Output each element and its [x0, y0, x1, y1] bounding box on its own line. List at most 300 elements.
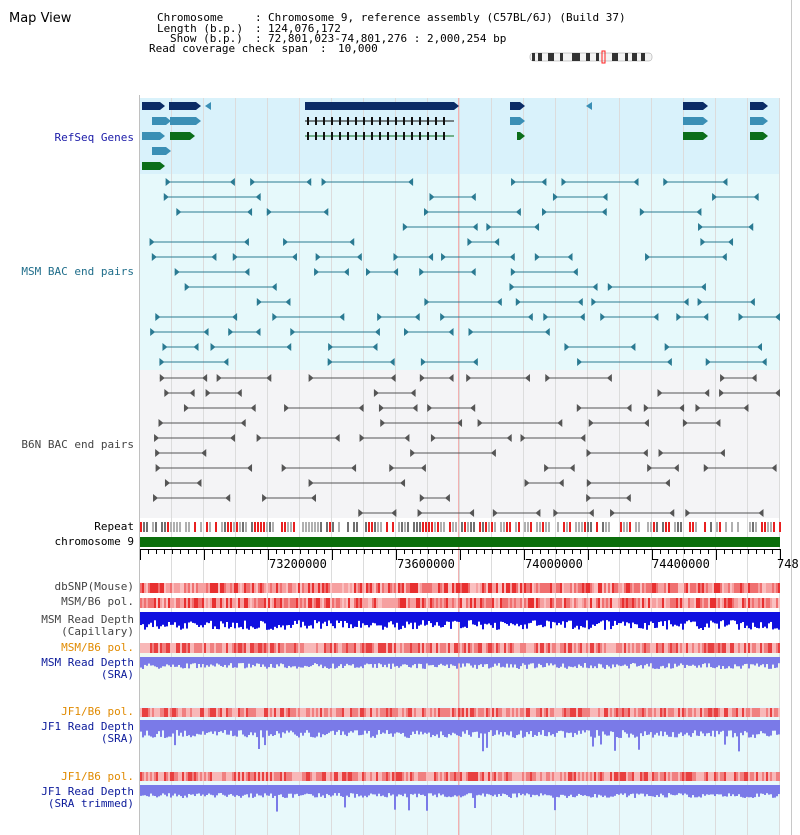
- jf1-sra-depth-bar: [356, 720, 358, 730]
- jf1-b6-pol-heat: [262, 772, 264, 781]
- msm-sra-depth-bar: [690, 657, 692, 666]
- msm-capillary-depth-bar: [766, 612, 768, 628]
- dbsnp-heat: [652, 583, 654, 593]
- track-label-b6n-bac[interactable]: B6N BAC end pairs: [21, 438, 134, 451]
- msm-sra-depth-bar: [466, 657, 468, 663]
- msm-sra-depth-bar: [484, 657, 486, 664]
- jf1-b6-pol-heat: [440, 772, 442, 781]
- msm-capillary-depth-bar: [276, 612, 278, 628]
- gene-exon: [387, 117, 389, 125]
- msm-sra-depth-bar: [216, 657, 218, 663]
- msm-sra-depth-bar: [332, 657, 334, 664]
- msm-b6-pol-heat: [366, 643, 368, 653]
- jf1-b6-pol-heat: [514, 708, 516, 717]
- jf1-trim-depth-bar: [400, 785, 402, 795]
- jf1-b6-pol-heat: [554, 708, 556, 717]
- jf1-b6-pol-heat: [408, 708, 410, 717]
- msm-b6-pol-heat: [282, 598, 284, 608]
- jf1-b6-pol-heat: [386, 772, 388, 781]
- jf1-trim-depth-bar: [774, 785, 776, 798]
- jf1-sra-depth-bar: [462, 720, 464, 732]
- msm-b6-pol-heat: [144, 643, 146, 653]
- jf1-b6-pol-heat: [200, 708, 202, 717]
- msm-b6-pol-heat: [182, 643, 184, 653]
- jf1-b6-pol-heat: [774, 708, 776, 717]
- msm-sra-depth-bar: [692, 657, 694, 665]
- jf1-b6-pol-heat: [198, 708, 200, 717]
- jf1-sra-depth-bar: [584, 720, 586, 732]
- jf1-sra-depth-bar: [260, 720, 262, 730]
- dbsnp-heat: [456, 583, 458, 593]
- jf1-b6-pol-heat: [426, 772, 428, 781]
- dbsnp-heat: [376, 583, 378, 593]
- track-label-msm-b6-pol-2[interactable]: MSM/B6 pol.: [61, 641, 134, 654]
- msm-sra-depth-bar: [762, 657, 764, 664]
- jf1-sra-depth-bar: [216, 720, 218, 735]
- jf1-b6-pol-heat: [398, 708, 400, 717]
- repeat-mark: [587, 522, 589, 532]
- msm-sra-depth-bar: [320, 657, 322, 665]
- msm-capillary-depth-bar: [498, 612, 500, 629]
- jf1-b6-pol-heat: [176, 708, 178, 717]
- jf1-sra-depth-bar: [380, 720, 382, 734]
- jf1-trim-depth-bar: [434, 785, 436, 795]
- repeat-mark: [356, 522, 358, 532]
- track-label-sra-trimmed: (SRA trimmed): [47, 797, 134, 810]
- msm-sra-depth-bar: [254, 657, 256, 666]
- jf1-b6-pol-heat: [760, 708, 762, 717]
- jf1-trim-depth-bar: [584, 785, 586, 795]
- jf1-sra-depth-bar: [152, 720, 154, 738]
- msm-sra-depth-bar: [178, 657, 180, 665]
- jf1-b6-pol-heat: [584, 708, 586, 717]
- jf1-b6-pol-heat: [700, 772, 702, 781]
- jf1-trim-depth-bar: [704, 785, 706, 796]
- jf1-trim-depth-bar: [238, 785, 240, 796]
- gene-exon: [315, 132, 317, 140]
- jf1-b6-pol-heat: [708, 708, 710, 717]
- msm-b6-pol-heat: [720, 643, 722, 653]
- msm-capillary-depth-bar: [700, 612, 702, 628]
- jf1-b6-pol-heat: [636, 708, 638, 717]
- jf1-sra-depth-bar: [684, 720, 686, 734]
- msm-b6-pol-heat: [256, 598, 258, 608]
- dbsnp-heat: [534, 583, 536, 593]
- track-label-refseq[interactable]: RefSeq Genes: [54, 131, 134, 144]
- msm-capillary-depth-bar: [714, 612, 716, 623]
- jf1-sra-depth-bar: [308, 720, 310, 733]
- msm-sra-depth-bar: [396, 657, 398, 666]
- jf1-trim-depth-bar: [654, 785, 656, 797]
- track-label-jf1-read-sra[interactable]: JF1 Read Depth: [41, 720, 134, 733]
- jf1-b6-pol-heat: [654, 708, 656, 717]
- jf1-b6-pol-heat: [212, 772, 214, 781]
- jf1-b6-pol-heat: [394, 772, 396, 781]
- dbsnp-heat: [718, 583, 720, 593]
- msm-capillary-depth-bar: [742, 612, 744, 622]
- dbsnp-heat: [512, 583, 514, 593]
- repeat-mark: [467, 522, 469, 532]
- jf1-trim-depth-bar: [140, 785, 142, 796]
- track-label-jf1-read-trimmed[interactable]: JF1 Read Depth: [41, 785, 134, 798]
- jf1-b6-pol-heat: [572, 772, 574, 781]
- jf1-b6-pol-heat: [524, 708, 526, 717]
- msm-b6-pol-heat: [422, 643, 424, 653]
- jf1-b6-pol-heat: [186, 772, 188, 781]
- msm-b6-pol-heat: [450, 643, 452, 653]
- msm-sra-depth-bar: [580, 657, 582, 666]
- repeat-mark: [431, 522, 433, 532]
- dbsnp-heat: [388, 583, 390, 593]
- gene-exon: [379, 117, 381, 125]
- msm-b6-pol-heat: [272, 643, 274, 653]
- dbsnp-heat: [248, 583, 250, 593]
- jf1-trim-depth-bar: [188, 785, 190, 794]
- jf1-b6-pol-heat: [146, 708, 148, 717]
- msm-sra-depth-bar: [476, 657, 478, 669]
- gene-block: [683, 117, 703, 125]
- jf1-b6-pol-heat: [190, 708, 192, 717]
- msm-capillary-depth-bar: [270, 612, 272, 629]
- dbsnp-heat: [360, 583, 362, 593]
- msm-sra-depth-bar: [278, 657, 280, 666]
- msm-b6-pol-heat: [778, 643, 780, 653]
- jf1-sra-depth-bar: [346, 720, 348, 736]
- gene-exon: [435, 132, 437, 140]
- msm-sra-depth-bar: [556, 657, 558, 667]
- msm-capillary-depth-bar: [636, 612, 638, 624]
- msm-b6-pol-heat: [620, 598, 622, 608]
- jf1-trim-depth-bar: [444, 785, 446, 797]
- msm-b6-pol-heat: [434, 598, 436, 608]
- dbsnp-heat: [750, 583, 752, 593]
- track-label-chromosome[interactable]: chromosome 9: [54, 535, 134, 548]
- jf1-trim-depth-bar: [334, 785, 336, 793]
- msm-b6-pol-heat: [536, 598, 538, 608]
- msm-sra-depth-bar: [710, 657, 712, 667]
- dbsnp-heat: [498, 583, 500, 593]
- jf1-trim-depth-bar: [644, 785, 646, 796]
- msm-sra-depth-bar: [658, 657, 660, 669]
- msm-b6-pol-heat: [424, 598, 426, 608]
- msm-sra-depth-bar: [170, 657, 172, 667]
- jf1-trim-depth-bar: [664, 785, 666, 797]
- jf1-sra-depth-bar: [688, 720, 690, 735]
- dbsnp-heat: [324, 583, 326, 593]
- jf1-b6-pol-heat: [152, 772, 154, 781]
- msm-b6-pol-heat: [204, 598, 206, 608]
- jf1-trim-depth-bar: [682, 785, 684, 795]
- dbsnp-heat: [624, 583, 626, 593]
- msm-b6-pol-heat: [736, 643, 738, 653]
- jf1-b6-pol-heat: [470, 708, 472, 717]
- jf1-sra-depth-bar: [276, 720, 278, 731]
- msm-sra-depth-bar: [742, 657, 744, 666]
- jf1-b6-pol-heat: [152, 708, 154, 717]
- jf1-trim-depth-bar: [312, 785, 314, 796]
- msm-capillary-depth-bar: [684, 612, 686, 624]
- jf1-b6-pol-heat: [656, 708, 658, 717]
- jf1-sra-depth-bar: [328, 720, 330, 733]
- jf1-trim-depth-bar: [496, 785, 498, 797]
- jf1-trim-depth-bar: [380, 785, 382, 796]
- msm-capillary-depth-bar: [622, 612, 624, 622]
- msm-sra-depth-bar: [258, 657, 260, 664]
- jf1-sra-depth-bar: [720, 720, 722, 732]
- jf1-b6-pol-heat: [642, 708, 644, 717]
- jf1-trim-depth-bar: [706, 785, 708, 794]
- jf1-trim-depth-bar: [242, 785, 244, 796]
- msm-b6-pol-heat: [500, 598, 502, 608]
- msm-b6-pol-heat: [610, 598, 612, 608]
- msm-b6-pol-heat: [290, 598, 292, 608]
- dbsnp-heat: [144, 583, 146, 593]
- repeat-mark: [371, 522, 373, 532]
- msm-b6-pol-heat: [166, 643, 168, 653]
- jf1-trim-depth-bar: [766, 785, 768, 793]
- jf1-b6-pol-heat: [264, 772, 266, 781]
- repeat-mark: [221, 522, 223, 532]
- jf1-sra-depth-bar: [662, 720, 664, 736]
- jf1-b6-pol-heat: [322, 708, 324, 717]
- track-label-jf1-b6-pol-1[interactable]: JF1/B6 pol.: [61, 705, 134, 718]
- msm-sra-depth-bar: [364, 657, 366, 665]
- msm-b6-pol-heat: [274, 643, 276, 653]
- msm-b6-pol-heat: [232, 598, 234, 608]
- gene-block: [169, 102, 196, 110]
- msm-capillary-depth-bar: [426, 612, 428, 625]
- repeat-mark: [638, 522, 640, 532]
- jf1-trim-depth-bar: [144, 785, 146, 795]
- jf1-b6-pol-heat: [154, 708, 156, 717]
- gene-exon: [403, 117, 405, 125]
- msm-b6-pol-heat: [648, 598, 650, 608]
- msm-sra-depth-bar: [516, 657, 518, 668]
- msm-capillary-depth-bar: [554, 612, 556, 622]
- track-label-msm-bac[interactable]: MSM BAC end pairs: [21, 265, 134, 278]
- jf1-b6-pol-heat: [302, 772, 304, 781]
- msm-sra-depth-bar: [694, 657, 696, 666]
- jf1-trim-depth-bar: [206, 785, 208, 795]
- msm-b6-pol-heat: [650, 598, 652, 608]
- jf1-sra-depth-bar: [484, 720, 486, 734]
- msm-capillary-depth-bar: [492, 612, 494, 628]
- msm-sra-depth-bar: [328, 657, 330, 669]
- msm-b6-pol-heat: [308, 598, 310, 608]
- jf1-sra-depth-bar: [342, 720, 344, 731]
- dbsnp-heat: [354, 583, 356, 593]
- jf1-b6-pol-heat: [730, 772, 732, 781]
- gene-exon: [419, 132, 421, 140]
- dbsnp-heat: [316, 583, 318, 593]
- dbsnp-heat: [522, 583, 524, 593]
- jf1-trim-depth-bar: [420, 785, 422, 795]
- jf1-sra-depth-bar: [238, 720, 240, 730]
- dbsnp-heat: [712, 583, 714, 593]
- jf1-sra-depth-bar: [250, 720, 252, 732]
- msm-capillary-depth-bar: [410, 612, 412, 623]
- msm-b6-pol-heat: [352, 643, 354, 653]
- msm-b6-pol-heat: [416, 598, 418, 608]
- jf1-trim-depth-bar: [288, 785, 290, 794]
- msm-b6-pol-heat: [578, 643, 580, 653]
- jf1-trim-depth-bar: [476, 785, 478, 795]
- jf1-b6-pol-heat: [464, 708, 466, 717]
- jf1-b6-pol-heat: [206, 708, 208, 717]
- dbsnp-heat: [618, 583, 620, 593]
- track-label-msm-read-sra[interactable]: MSM Read Depth: [41, 656, 134, 669]
- jf1-sra-depth-bar: [492, 720, 494, 736]
- jf1-b6-pol-heat: [468, 772, 470, 781]
- msm-b6-pol-heat: [336, 598, 338, 608]
- repeat-mark: [194, 522, 196, 532]
- msm-b6-pol-heat: [276, 643, 278, 653]
- jf1-b6-pol-heat: [600, 708, 602, 717]
- jf1-sra-depth-bar: [384, 720, 386, 734]
- msm-b6-pol-heat: [364, 598, 366, 608]
- msm-b6-pol-heat: [754, 598, 756, 608]
- msm-b6-pol-heat: [610, 643, 612, 653]
- msm-capillary-depth-bar: [172, 612, 174, 625]
- msm-b6-pol-heat: [180, 643, 182, 653]
- msm-capillary-depth-bar: [496, 612, 498, 630]
- jf1-b6-pol-heat: [156, 772, 158, 781]
- msm-b6-pol-heat: [148, 643, 150, 653]
- msm-capillary-depth-bar: [650, 612, 652, 621]
- msm-capillary-depth-bar: [516, 612, 518, 624]
- jf1-trim-depth-bar: [402, 785, 404, 796]
- jf1-sra-depth-bar: [210, 720, 212, 732]
- jf1-sra-depth-bar: [324, 720, 326, 735]
- msm-sra-depth-bar: [358, 657, 360, 668]
- jf1-b6-pol-heat: [550, 708, 552, 717]
- msm-sra-depth-bar: [736, 657, 738, 666]
- jf1-b6-pol-heat: [566, 772, 568, 781]
- msm-b6-pol-heat: [176, 643, 178, 653]
- jf1-trim-depth-bar: [406, 785, 408, 797]
- jf1-b6-pol-heat: [574, 772, 576, 781]
- dbsnp-heat: [500, 583, 502, 593]
- jf1-sra-depth-bar: [692, 720, 694, 733]
- msm-capillary-depth-bar: [754, 612, 756, 627]
- msm-b6-pol-heat: [456, 643, 458, 653]
- msm-b6-pol-heat: [220, 598, 222, 608]
- msm-capillary-depth-bar: [368, 612, 370, 627]
- jf1-sra-depth-bar: [714, 720, 716, 737]
- repeat-mark: [284, 522, 286, 532]
- jf1-b6-pol-heat: [724, 708, 726, 717]
- dbsnp-heat: [562, 583, 564, 593]
- msm-b6-pol-heat: [734, 643, 736, 653]
- repeat-mark: [437, 522, 439, 532]
- jf1-b6-pol-heat: [612, 708, 614, 717]
- msm-capillary-depth-bar: [214, 612, 216, 626]
- jf1-b6-pol-heat: [746, 772, 748, 781]
- msm-capillary-depth-bar: [392, 612, 394, 624]
- msm-b6-pol-heat: [324, 643, 326, 653]
- msm-sra-depth-bar: [632, 657, 634, 663]
- msm-b6-pol-heat: [292, 598, 294, 608]
- msm-b6-pol-heat: [362, 598, 364, 608]
- dbsnp-heat: [164, 583, 166, 593]
- jf1-trim-depth-bar: [674, 785, 676, 795]
- track-label-msm-b6-pol-1[interactable]: MSM/B6 pol.: [61, 595, 134, 608]
- dbsnp-heat: [488, 583, 490, 593]
- msm-sra-depth-bar: [562, 657, 564, 664]
- jf1-sra-depth-bar: [350, 720, 352, 731]
- msm-b6-pol-heat: [574, 598, 576, 608]
- msm-b6-pol-heat: [186, 643, 188, 653]
- msm-b6-pol-heat: [504, 643, 506, 653]
- dbsnp-heat: [172, 583, 174, 593]
- msm-b6-pol-heat: [362, 643, 364, 653]
- msm-b6-pol-heat: [416, 643, 418, 653]
- jf1-b6-pol-heat: [514, 772, 516, 781]
- msm-b6-pol-heat: [330, 598, 332, 608]
- jf1-trim-depth-bar: [450, 785, 452, 797]
- dbsnp-heat: [254, 583, 256, 593]
- repeat-mark: [563, 522, 565, 532]
- msm-sra-depth-bar: [366, 657, 368, 664]
- jf1-trim-depth-bar: [430, 785, 432, 793]
- msm-b6-pol-heat: [492, 643, 494, 653]
- msm-b6-pol-heat: [198, 598, 200, 608]
- dbsnp-heat: [332, 583, 334, 593]
- msm-sra-depth-bar: [760, 657, 762, 665]
- jf1-b6-pol-heat: [278, 772, 280, 781]
- jf1-b6-pol-heat: [420, 772, 422, 781]
- msm-b6-pol-heat: [502, 643, 504, 653]
- jf1-b6-pol-heat: [546, 708, 548, 717]
- jf1-b6-pol-heat: [416, 708, 418, 717]
- msm-capillary-depth-bar: [690, 612, 692, 622]
- repeat-mark: [185, 522, 187, 532]
- msm-capillary-depth-bar: [752, 612, 754, 623]
- jf1-trim-depth-bar: [418, 785, 420, 794]
- track-label-dbsnp[interactable]: dbSNP(Mouse): [54, 580, 134, 593]
- msm-b6-pol-heat: [166, 598, 168, 608]
- jf1-trim-depth-bar: [628, 785, 630, 796]
- dbsnp-heat: [586, 583, 588, 593]
- msm-b6-pol-heat: [288, 598, 290, 608]
- msm-b6-pol-heat: [334, 598, 336, 608]
- jf1-b6-pol-heat: [620, 708, 622, 717]
- jf1-b6-pol-heat: [716, 772, 718, 781]
- msm-b6-pol-heat: [604, 643, 606, 653]
- jf1-b6-pol-heat: [676, 772, 678, 781]
- msm-b6-pol-heat: [544, 598, 546, 608]
- msm-sra-depth-bar: [464, 657, 466, 667]
- jf1-trim-depth-bar: [300, 785, 302, 795]
- jf1-b6-pol-heat: [506, 708, 508, 717]
- jf1-trim-depth-bar: [156, 785, 158, 797]
- jf1-b6-pol-heat: [504, 708, 506, 717]
- track-label-jf1-b6-pol-2[interactable]: JF1/B6 pol.: [61, 770, 134, 783]
- jf1-b6-pol-heat: [450, 708, 452, 717]
- dbsnp-heat: [752, 583, 754, 593]
- jf1-trim-depth-bar: [352, 785, 354, 794]
- dbsnp-heat: [732, 583, 734, 593]
- msm-b6-pol-heat: [392, 643, 394, 653]
- track-label-repeat[interactable]: Repeat: [94, 520, 134, 533]
- repeat-mark: [353, 522, 355, 532]
- jf1-sra-depth-bar: [474, 720, 476, 732]
- jf1-trim-depth-bar: [726, 785, 728, 797]
- track-label-msm-read-capillary[interactable]: MSM Read Depth: [41, 613, 134, 626]
- msm-b6-pol-heat: [344, 643, 346, 653]
- jf1-b6-pol-heat: [364, 708, 366, 717]
- jf1-b6-pol-heat: [494, 708, 496, 717]
